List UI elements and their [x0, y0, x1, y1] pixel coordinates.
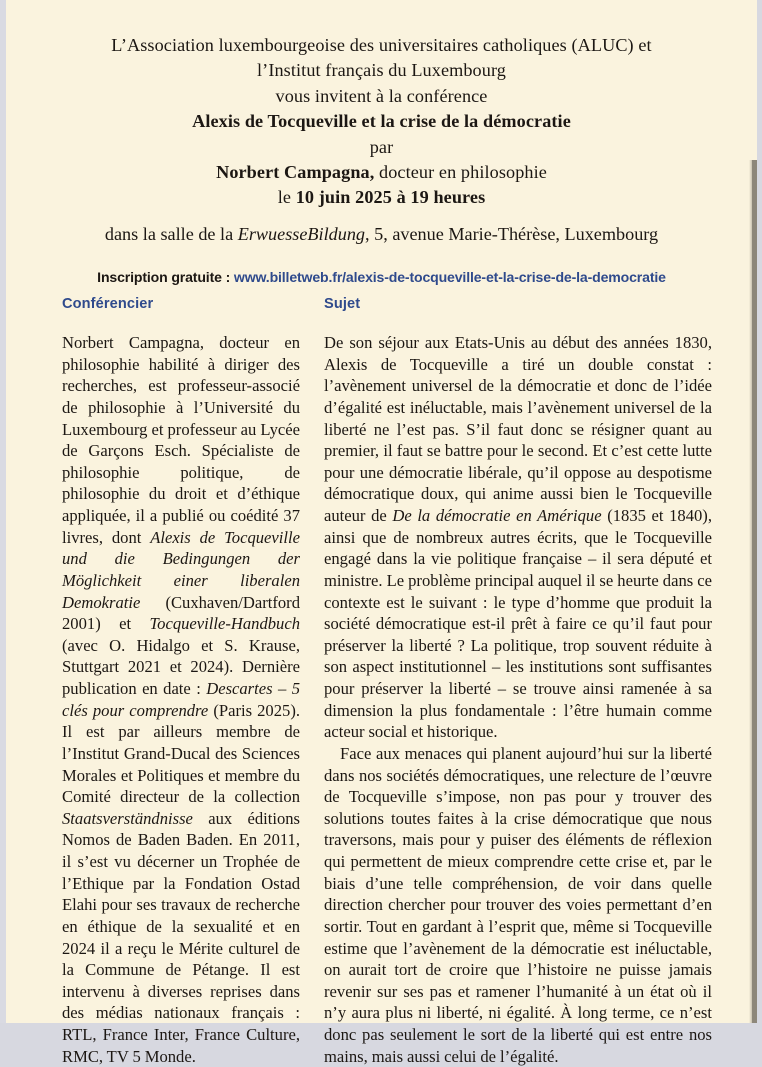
venue-name: ErwuesseBildung [237, 223, 366, 244]
italic-title: Descartes – 5 clés pour comprendre [62, 679, 300, 720]
speaker-line [6, 160, 757, 185]
column-speaker-bio [62, 332, 300, 1067]
italic-title: Tocqueville-Handbuch [149, 614, 300, 634]
text-run: Face aux menaces qui planent aujourd’hui sur la liberté dans nos sociétés démocratiques, une relecture de l’œuvre de Tocqueville s’impose, non pas pour y trouver des solutions toutes faites à la crise démocratique que nous traversons, mais pour y puiser des éléments de réflexion qui permettent de mieux comprendre cette crise et, par le biais d’une telle compréhension, de voir dans quelle direction chercher pour trouver des voies permettant d’en sortir. Tout en gardant à l’esprit que, même si Tocqueville estime que l’avènement de la démocratie est inéluctable, on aurait tort de croire que l’histoire ne puisse jamais revenir sur ses pas et ramener l’humanité à un état où il n’y aura plus ni liberté, ni égalité. À long terme, ce n’est donc pas seulement le sort de la liberté qui est entre nos mains, mais aussi celui de l’égalité. [324, 743, 712, 1066]
document-page [6, 0, 757, 1066]
paragraph [62, 332, 300, 1067]
header-line-organizers-2: l’Institut français du Luxembourg [257, 60, 506, 81]
text-run: aux éditions Nomos de Baden Baden. En 2011, il s’est vu décerner un Trophée de l’Ethique par la Fondation Ostad Elahi pour ses travaux de recherche en éthique de la sexualité et en 2024 il a reçu le Mérite culturel de la Commune de Pétange. Il est intervenu à diverses reprises dans des médias nationaux français : RTL, France Inter, France Culture, RMC, TV 5 Monde. [62, 808, 300, 1066]
italic-title: De la démocratie en Amérique [392, 506, 602, 525]
page-right-shadow-soft [749, 160, 752, 1023]
header-line-by: par [369, 136, 394, 157]
page-right-shadow [752, 160, 757, 1023]
event-date: 10 juin 2025 à 19 heures [295, 187, 486, 208]
date-line [6, 185, 757, 210]
speaker-name: Norbert Campagna, [216, 162, 375, 183]
registration-line [6, 269, 757, 285]
venue-line [6, 222, 757, 247]
text-run: De son séjour aux Etats-Unis au début des années 1830, Alexis de Tocqueville a tiré un double constat : l’avènement universel de la démocratie et donc de l’idée d’égalité est inéluctable, mais l’avènement universel de la liberté ne l’est pas. S’il faut donc se résigner quant au premier, il faut se battre pour le second. Et c’est cette lutte pour une démocratie libérale, qu’il oppose au despotisme démocratique doux, qui anime aussi bien le Tocqueville auteur de [324, 333, 712, 525]
column-headings [56, 296, 701, 332]
italic-title: Staatsverständnisse [62, 808, 193, 828]
speaker-qualification: docteur en philosophie [374, 162, 547, 183]
text-run: (Paris 2025). Il est par ailleurs membre de l’Institut Grand-Ducal des Sciences Morales et Politiques et membre du Comité directeur de la collection [62, 700, 300, 807]
text-run: (avec O. Hidalgo et S. Krause, Stuttgart 2021 et 2024). Dernière publication en date : [62, 635, 300, 698]
text-run: (Cuxhaven/Dartford 2001) et [62, 592, 300, 634]
paragraph [324, 332, 712, 743]
italic-title: Alexis de Tocqueville und die Bedingungen der Möglichkeit einer liberalen Demokratie [62, 527, 300, 612]
registration-url-link[interactable]: www.billetweb.fr/alexis-de-tocqueville-et-la-crise-de-la-democratie [233, 269, 666, 286]
column-subject-text [324, 332, 712, 1067]
text-run: Norbert Campagna, docteur en philosophie habilité à diriger des recherches, est professeur-associé de philosophie à l’Université du Luxembourg et professeur au Lycée de Garçons Esch. Spécialiste de philosophie politique, de philosophie du droit et d’éthique appliquée, il a publié ou coédité 37 livres, dont [62, 333, 300, 547]
header-line-invitation: vous invitent à la conférence [275, 85, 488, 106]
registration-label: Inscription gratuite : [97, 269, 234, 286]
conference-title: Alexis de Tocqueville et la crise de la démocratie [192, 111, 571, 132]
venue-address: , 5, avenue Marie-Thérèse, Luxembourg [365, 223, 659, 244]
paragraph [324, 743, 712, 1067]
header-line-organizers-1: L’Association luxembourgeoise des universitaires catholiques (ALUC) et [111, 35, 652, 55]
text-run: (1835 et 1840), ainsi que de nombreux autres écrits, que le Tocqueville engagé dans la vie politique française – il sera député et ministre. Le problème principal auquel il se heurte dans ce contexte est le suivant : le type d’homme que produit la société démocratique est-il prêt à faire ce qu’il faut pour préserver la liberté ? La politique, trop souvent réduite à son aspect institutionnel – les institutions sont suffisantes pour préserver la liberté – se trouve ainsi ramenée à sa dimension la plus fondamentale : l’être humain comme acteur social et historique. [324, 506, 712, 742]
date-prefix: le [277, 187, 296, 208]
invitation-header [6, 0, 757, 247]
heading-conferencier: Conférencier [62, 296, 154, 312]
venue-prefix: dans la salle de la [104, 223, 238, 244]
two-column-body [6, 296, 757, 1066]
heading-sujet: Sujet [324, 296, 361, 312]
